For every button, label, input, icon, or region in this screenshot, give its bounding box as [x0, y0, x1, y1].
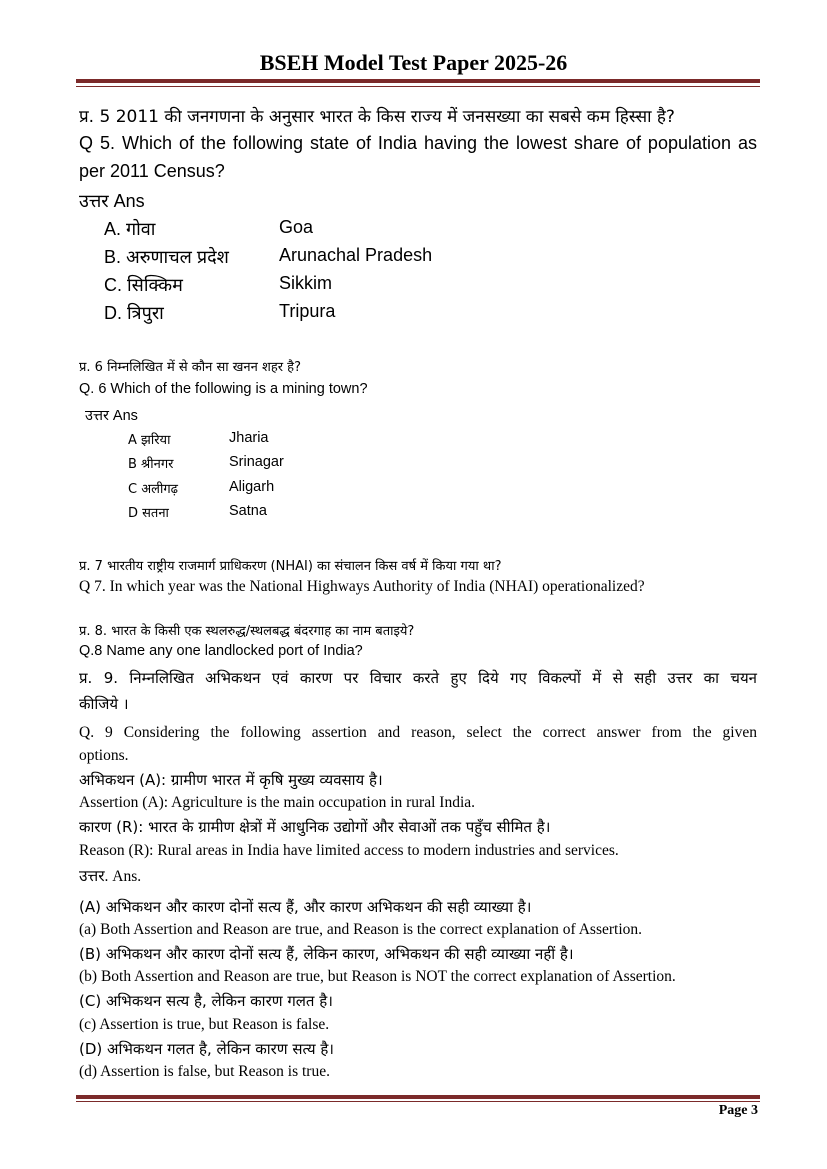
q9-hindi-line2: कीजिये ।: [79, 695, 129, 713]
q9-option-d-english: (d) Assertion is false, but Reason is true.: [79, 1063, 330, 1080]
page-title: BSEH Model Test Paper 2025-26: [259, 50, 568, 75]
q5-answer-label: उत्तर Ans: [79, 191, 145, 211]
q9-option-c-hindi: (C) अभिकथन सत्य है, लेकिन कारण गलत है।: [79, 992, 333, 1010]
q5-english-line2: per 2011 Census?: [79, 161, 225, 181]
q9-hindi-line1: प्र. 9. निम्नलिखित अभिकथन एवं कारण पर विचार करते हुए दिये गए विकल्पों में से सही उत्तर का चयन: [79, 669, 757, 687]
q8-english: Q.8 Name any one landlocked port of India?: [79, 643, 363, 659]
q9-reason-english: Reason (R): Rural areas in India have limited access to modern industries and services.: [79, 842, 619, 859]
q5-option-a-english: Goa: [279, 217, 314, 237]
q9-option-c-english: (c) Assertion is true, but Reason is false.: [79, 1016, 330, 1033]
q9-assertion-hindi: अभिकथन (A): ग्रामीण भारत में कृषि मुख्य व्यवसाय है।: [79, 771, 383, 789]
q9-option-a-hindi: (A) अभिकथन और कारण दोनों सत्य हैं, और कारण अभिकथन की सही व्याख्या है।: [79, 898, 532, 916]
footer-rule-thick: [76, 1095, 760, 1099]
q6-option-d-hindi: D सतना: [128, 506, 169, 521]
q5-hindi: प्र. 5 2011 की जनगणना के अनुसार भारत के किस राज्य में जनसख्या का सबसे कम हिस्सा है?: [79, 107, 675, 127]
footer-rule-thin: [76, 1101, 760, 1102]
q6-option-b-hindi: B श्रीनगर: [128, 457, 174, 472]
q6-option-b-english: Srinagar: [229, 454, 284, 470]
q5-option-d-english: Tripura: [279, 301, 336, 321]
q9-english-line2: options.: [79, 747, 129, 764]
q7-hindi: प्र. 7 भारतीय राष्ट्रीय राजमार्ग प्राधिकरण (NHAI) का संचालन किस वर्ष में किया गया था?: [79, 559, 502, 574]
q6-option-c-hindi: C अलीगढ़: [128, 482, 178, 497]
q5-option-c-hindi: C. सिक्किम: [104, 275, 183, 295]
q6-english: Q. 6 Which of the following is a mining town?: [79, 381, 368, 397]
q5-option-d-hindi: D. त्रिपुरा: [104, 303, 164, 323]
q5-option-b-english: Arunachal Pradesh: [279, 245, 433, 265]
q9-option-b-english: (b) Both Assertion and Reason are true, but Reason is NOT the correct explanation of Assertion.: [79, 968, 676, 985]
q6-option-c-english: Aligarh: [229, 479, 275, 495]
q7-english: Q 7. In which year was the National Highways Authority of India (NHAI) operationalized?: [79, 578, 645, 595]
q6-option-a-hindi: A झरिया: [128, 433, 171, 448]
q9-option-a-english: (a) Both Assertion and Reason are true, and Reason is the correct explanation of Assertion.: [79, 921, 643, 938]
q9-answer-label: उत्तर. Ans.: [79, 868, 142, 885]
q9-assertion-english: Assertion (A): Agriculture is the main occupation in rural India.: [79, 794, 476, 811]
q6-option-a-english: Jharia: [229, 430, 269, 446]
q9-option-b-hindi: (B) अभिकथन और कारण दोनों सत्य हैं, लेकिन कारण, अभिकथन की सही व्याख्या नहीं है।: [79, 945, 574, 963]
q5-option-c-english: Sikkim: [279, 273, 332, 293]
page-number: Page 3: [718, 1103, 758, 1118]
q8-hindi: प्र. 8. भारत के किसी एक स्थलरुद्ध/स्थलबद्ध बंदरगाह का नाम बताइये?: [79, 624, 415, 639]
q9-option-d-hindi: (D) अभिकथन गलत है, लेकिन कारण सत्य है।: [79, 1040, 334, 1058]
header-rule-thick: [76, 79, 760, 83]
q5-option-b-hindi: B. अरुणाचल प्रदेश: [104, 247, 229, 267]
q6-option-d-english: Satna: [229, 503, 267, 519]
q6-hindi: प्र. 6 निम्नलिखित में से कौन सा खनन शहर है?: [79, 360, 301, 375]
q5-english-line1: Q 5. Which of the following state of India having the lowest share of population as: [79, 133, 757, 153]
q5-option-a-hindi: A. गोवा: [104, 219, 156, 239]
header-rule-thin: [76, 86, 760, 87]
q9-reason-hindi: कारण (R): भारत के ग्रामीण क्षेत्रों में आधुनिक उद्योगों और सेवाओं तक पहुँच सीमित है।: [79, 818, 551, 836]
q9-english-line1: Q. 9 Considering the following assertion and reason, select the correct answer from the given: [79, 724, 757, 741]
q6-answer-label: उत्तर Ans: [85, 408, 138, 424]
